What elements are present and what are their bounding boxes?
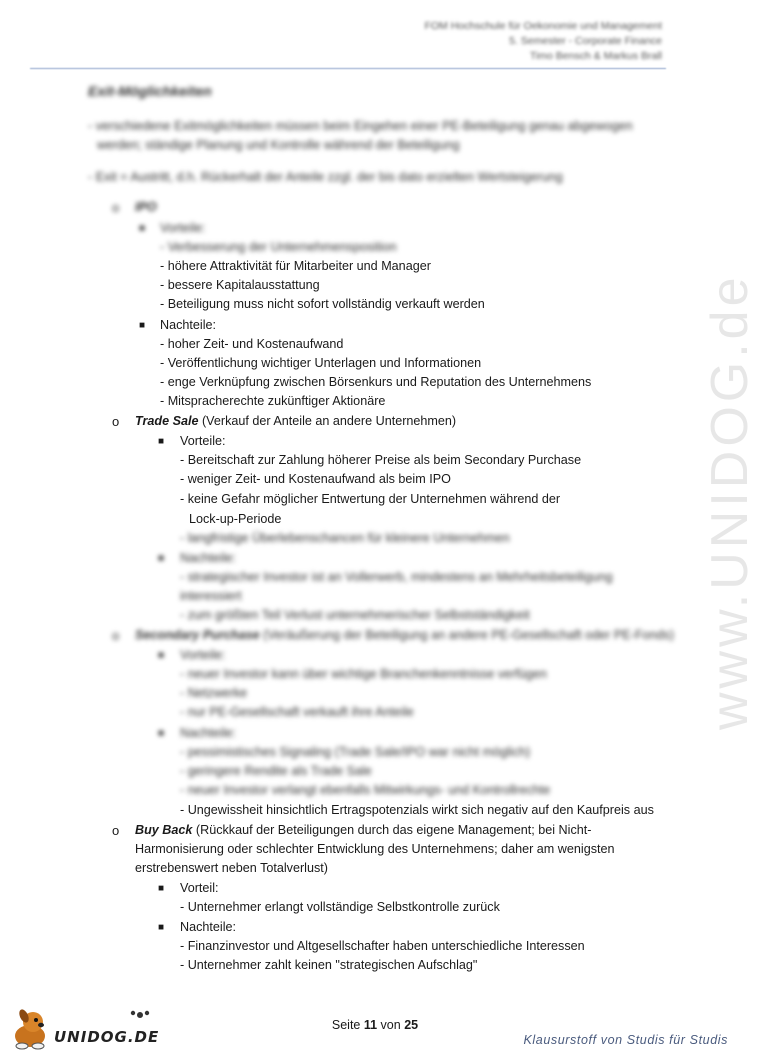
header-line-institution: FOM Hochschule für Oekonomie und Management (424, 20, 662, 32)
trade-con-label: Nachteile: (180, 551, 237, 565)
section-title: Exit-Möglichkeiten (88, 83, 212, 99)
page-number-current: 11 (363, 1018, 378, 1032)
ipo-title: IPO (135, 200, 157, 214)
list-item: - zum größten Teil Verlust unternehmerischer Selbstständigkeit (180, 608, 530, 622)
secondary-con-label: Nachteile: (180, 726, 237, 740)
square-bullet-icon: ■ (158, 922, 165, 933)
list-item: - hoher Zeit- und Kostenaufwand (160, 337, 344, 351)
ipo-pro-label: Vorteile: (160, 221, 206, 235)
intro-line: - Exit = Austritt, d.h. Rückerhalt der Anteile zzgl. der bis dato erzielten Wertsteigerung (88, 170, 563, 184)
list-item: Lock-up-Periode (189, 512, 282, 526)
list-item: - geringere Rendite als Trade Sale (180, 764, 372, 778)
square-bullet-icon: ■ (158, 728, 165, 739)
page-number-prefix: Seite (331, 1018, 364, 1032)
trade-pro-label: Vorteile: (180, 434, 226, 448)
square-bullet-icon: ■ (139, 223, 146, 234)
buyback-con-label: Nachteile: (180, 920, 237, 934)
page-number-total: 25 (404, 1018, 419, 1032)
circle-bullet-icon: o (112, 823, 120, 838)
list-item: - neuer Investor kann über wichtige Branchenkenntnisse verfügen (180, 667, 547, 681)
header-line-course: 5. Semester - Corporate Finance (509, 35, 662, 47)
secondary-desc: (Veräußerung der Beteiligung an andere PE-Gesellschaft oder PE-Fonds) (259, 628, 675, 642)
square-bullet-icon: ■ (158, 553, 165, 564)
circle-bullet-icon: o (112, 628, 120, 643)
intro-line: werden; ständige Planung und Kontrolle während der Beteiligung (97, 138, 460, 152)
footer-slogan: Klausurstoff von Studis für Studis (523, 1033, 728, 1047)
page-number-separator: von (377, 1018, 405, 1032)
list-item: - Beteiligung muss nicht sofort vollständig verkauft werden (160, 297, 485, 311)
circle-bullet-icon: o (112, 200, 120, 215)
list-item: - neuer Investor verlangt ebenfalls Mitwirkungs- und Kontrollrechte (180, 783, 551, 797)
list-item: - Unternehmer erlangt vollständige Selbstkontrolle zurück (180, 900, 500, 914)
secondary-title: Secondary Purchase (135, 628, 260, 642)
list-item: - Verbesserung der Unternehmensposition (160, 240, 397, 254)
list-item: - Unternehmer zahlt keinen "strategischen Aufschlag" (180, 958, 478, 972)
buyback-desc: (Rückkauf der Beteiligungen durch das eigene Management; bei Nicht- (192, 823, 592, 837)
list-item: - strategischer Investor ist an Vollerwerb, mindestens an Mehrheitsbeteiligung (180, 570, 613, 584)
square-bullet-icon: ■ (158, 650, 165, 661)
intro-line: - verschiedene Exitmöglichkeiten müssen beim Eingehen einer PE-Beteiligung genau abgewogen (88, 119, 633, 133)
header-line-authors: Timo Bensch & Markus Brall (529, 50, 662, 62)
trade-desc: (Verkauf der Anteile an andere Unternehmen) (198, 414, 457, 428)
logo-text: UNIDOG.DE (54, 1028, 160, 1046)
trade-heading (135, 412, 456, 431)
list-item: - pessimistisches Signaling (Trade Sale/IPO war nicht möglich) (180, 745, 531, 759)
buyback-heading (135, 821, 591, 840)
buyback-title: Buy Back (135, 823, 193, 837)
list-item: - keine Gefahr möglicher Entwertung der Unternehmen während der (180, 492, 561, 506)
secondary-pro-label: Vorteile: (180, 648, 226, 662)
buyback-desc-line: Harmonisierung oder schlechter Entwicklung des Unternehmens; daher am wenigsten (135, 842, 615, 856)
secondary-heading (135, 626, 674, 645)
square-bullet-icon: ■ (158, 883, 165, 894)
list-item: - Finanzinvestor und Altgesellschafter haben unterschiedliche Interessen (180, 939, 585, 953)
ipo-con-label: Nachteile: (160, 318, 217, 332)
header-rule (30, 68, 666, 69)
list-item: - Veröffentlichung wichtiger Unterlagen und Informationen (160, 356, 482, 370)
list-item: - weniger Zeit- und Kostenaufwand als beim IPO (180, 472, 451, 486)
square-bullet-icon: ■ (158, 436, 165, 447)
watermark: www.UNIDOG.de (701, 273, 759, 730)
buyback-desc-line: erstrebenswert neben Totalverlust) (135, 861, 328, 875)
buyback-pro-label: Vorteil: (180, 881, 219, 895)
list-item: - bessere Kapitalausstattung (160, 278, 320, 292)
list-item: - Netzwerke (180, 686, 248, 700)
list-item: - nur PE-Gesellschaft verkauft ihre Anteile (180, 705, 414, 719)
trade-title: Trade Sale (135, 414, 199, 428)
list-item: - enge Verknüpfung zwischen Börsenkurs und Reputation des Unternehmens (160, 375, 592, 389)
list-item: - Mitspracherechte zukünftiger Aktionäre (160, 394, 386, 408)
list-item: - höhere Attraktivität für Mitarbeiter und Manager (160, 259, 431, 273)
list-item: - langfristige Überlebenschancen für kleinere Unternehmen (180, 531, 510, 545)
list-item: - Ungewissheit hinsichtlich Ertragspotenzials wirkt sich negativ auf den Kaufpreis aus (180, 803, 654, 817)
list-item: - Bereitschaft zur Zahlung höherer Preise als beim Secondary Purchase (180, 453, 582, 467)
circle-bullet-icon: o (112, 414, 120, 429)
page-header (424, 19, 662, 64)
square-bullet-icon: ■ (139, 320, 146, 331)
list-item: interessiert (180, 589, 242, 603)
unidog-logo (8, 1006, 158, 1052)
